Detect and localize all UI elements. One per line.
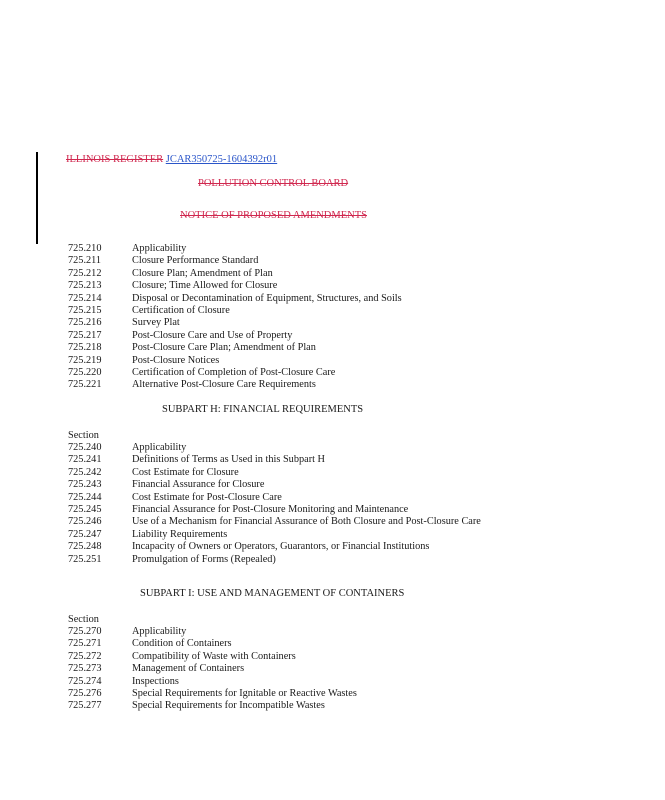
section-title: Use of a Mechanism for Financial Assurance of Both Closure and Post-Closure Care (132, 516, 481, 528)
section-title: Applicability (132, 243, 187, 254)
toc-row (68, 541, 488, 553)
subpart-g-section-list (68, 243, 488, 392)
toc-row (68, 626, 488, 638)
section-title: Compatibility of Waste with Containers (132, 650, 296, 662)
toc-row (68, 688, 488, 700)
section-title: Certification of Completion of Post-Closure Care (132, 367, 336, 379)
section-title: Financial Assurance for Post-Closure Monitoring and Maintenance (132, 504, 409, 516)
toc-row (68, 676, 488, 688)
toc-row (68, 305, 488, 317)
section-number: 725.276 (68, 688, 102, 700)
toc-row (68, 255, 488, 267)
toc-row (68, 293, 488, 305)
toc-row (68, 651, 488, 663)
section-number: 725.240 (68, 442, 102, 453)
section-number: 725.274 (68, 675, 102, 687)
toc-row (68, 492, 488, 504)
section-title: Closure Performance Standard (132, 255, 259, 267)
revision-change-bar (36, 152, 38, 244)
toc-row (68, 317, 488, 329)
subpart-h-heading: SUBPART H: FINANCIAL REQUIREMENTS (162, 404, 364, 415)
toc-row (68, 504, 488, 516)
toc-row (68, 467, 488, 479)
section-number: 725.218 (68, 342, 102, 354)
register-header (66, 154, 277, 165)
section-title: Applicability (132, 442, 187, 453)
board-name-deleted: POLLUTION CONTROL BOARD (198, 178, 349, 189)
section-title: Closure; Time Allowed for Closure (132, 280, 278, 292)
section-number: 725.272 (68, 650, 102, 662)
section-number: 725.241 (68, 454, 102, 466)
toc-row (68, 280, 488, 292)
toc-row (68, 454, 488, 466)
section-number: 725.214 (68, 292, 102, 304)
toc-row (68, 367, 488, 379)
section-number: 725.210 (68, 243, 102, 254)
section-number: 725.270 (68, 626, 102, 637)
notice-title-deleted: NOTICE OF PROPOSED AMENDMENTS (180, 210, 367, 221)
subpart-h-section-list (68, 442, 488, 566)
section-number: 725.211 (68, 255, 102, 267)
section-title: Liability Requirements (132, 528, 228, 540)
section-number: 725.220 (68, 367, 102, 379)
section-title: Cost Estimate for Post-Closure Care (132, 491, 282, 503)
section-number: 725.246 (68, 516, 102, 528)
toc-row (68, 268, 488, 280)
section-title: Post-Closure Care and Use of Property (132, 329, 293, 341)
section-number: 725.217 (68, 329, 102, 341)
toc-row (68, 529, 488, 541)
section-title: Incapacity of Owners or Operators, Guarantors, or Financial Institutions (132, 541, 430, 553)
section-title: Post-Closure Notices (132, 354, 220, 366)
section-number: 725.216 (68, 317, 102, 329)
section-title: Cost Estimate for Closure (132, 466, 239, 478)
toc-row (68, 554, 488, 566)
toc-row (68, 342, 488, 354)
toc-row (68, 700, 488, 712)
section-number: 725.221 (68, 379, 102, 391)
toc-row (68, 355, 488, 367)
section-title: Special Requirements for Incompatible Wastes (132, 700, 325, 712)
subpart-i-heading: SUBPART I: USE AND MANAGEMENT OF CONTAINERS (140, 588, 405, 599)
section-title: Disposal or Decontamination of Equipment, Structures, and Soils (132, 292, 402, 304)
section-title: Applicability (132, 626, 187, 637)
toc-row (68, 663, 488, 675)
section-title: Alternative Post-Closure Care Requirements (132, 379, 316, 391)
toc-row (68, 442, 488, 454)
toc-row (68, 330, 488, 342)
section-title: Certification of Closure (132, 305, 230, 317)
section-number: 725.219 (68, 354, 102, 366)
section-title: Condition of Containers (132, 638, 232, 650)
section-number: 725.242 (68, 466, 102, 478)
section-title: Definitions of Terms as Used in this Subpart H (132, 454, 325, 466)
section-title: Management of Containers (132, 663, 245, 675)
section-number: 725.215 (68, 305, 102, 317)
section-title: Post-Closure Care Plan; Amendment of Plan (132, 342, 316, 354)
section-number: 725.277 (68, 700, 102, 712)
section-number: 725.271 (68, 638, 102, 650)
section-number: 725.248 (68, 541, 102, 553)
section-number: 725.243 (68, 479, 102, 491)
subpart-i-section-list (68, 626, 488, 713)
section-number: 725.247 (68, 528, 102, 540)
toc-row (68, 479, 488, 491)
section-column-label: Section (68, 430, 99, 441)
toc-row (68, 516, 488, 528)
toc-row (68, 638, 488, 650)
section-title: Special Requirements for Ignitable or Reactive Wastes (132, 688, 357, 700)
section-title: Inspections (132, 675, 179, 687)
jcar-identifier-inserted: JCAR350725-1604392r01 (165, 154, 278, 165)
section-column-label: Section (68, 614, 99, 625)
section-number: 725.213 (68, 280, 102, 292)
register-title-deleted: ILLINOIS REGISTER (66, 154, 164, 165)
toc-row (68, 243, 488, 255)
section-title: Promulgation of Forms (Repealed) (132, 553, 276, 565)
section-title: Survey Plat (132, 317, 180, 329)
section-number: 725.251 (68, 553, 102, 565)
section-number: 725.273 (68, 663, 102, 675)
section-title: Closure Plan; Amendment of Plan (132, 267, 273, 279)
section-title: Financial Assurance for Closure (132, 479, 265, 491)
toc-row (68, 379, 488, 391)
section-number: 725.244 (68, 491, 102, 503)
section-number: 725.212 (68, 267, 102, 279)
section-number: 725.245 (68, 504, 102, 516)
